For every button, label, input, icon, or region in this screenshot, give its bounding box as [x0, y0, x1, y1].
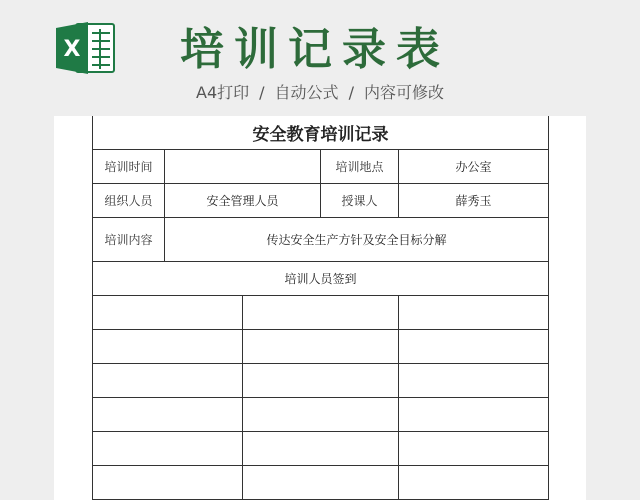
signin-cell[interactable] — [399, 432, 549, 466]
signin-cell[interactable] — [93, 364, 243, 398]
lecturer-cell[interactable]: 薛秀玉 — [399, 184, 549, 218]
location-label: 培训地点 — [321, 150, 399, 184]
svg-text:X: X — [63, 37, 81, 62]
signin-cell[interactable] — [93, 432, 243, 466]
document-title: 安全教育培训记录 — [93, 116, 549, 150]
content-cell[interactable]: 传达安全生产方针及安全目标分解 — [165, 218, 549, 262]
subtitle-item: A4打印 — [196, 83, 250, 102]
signin-cell[interactable] — [93, 398, 243, 432]
lecturer-label: 授课人 — [321, 184, 399, 218]
signin-header: 培训人员签到 — [93, 262, 549, 296]
signin-cell[interactable] — [243, 296, 399, 330]
signin-cell[interactable] — [399, 398, 549, 432]
signin-cell[interactable] — [399, 466, 549, 500]
signin-cell[interactable] — [93, 330, 243, 364]
signin-cell[interactable] — [243, 398, 399, 432]
signin-cell[interactable] — [93, 466, 243, 500]
subtitle-item: 内容可修改 — [363, 83, 444, 102]
subtitle-item: 自动公式 — [274, 83, 339, 102]
signin-cell[interactable] — [93, 296, 243, 330]
banner-title: 培训记录表 — [180, 24, 450, 75]
signin-cell[interactable] — [399, 330, 549, 364]
signin-cell[interactable] — [243, 466, 399, 500]
training-record-table — [92, 116, 549, 500]
organizer-cell[interactable]: 安全管理人员 — [165, 184, 321, 218]
location-cell[interactable]: 办公室 — [399, 150, 549, 184]
content-label: 培训内容 — [93, 218, 165, 262]
signin-cell[interactable] — [399, 364, 549, 398]
organizer-label: 组织人员 — [93, 184, 165, 218]
subtitle-separator: / — [259, 83, 265, 102]
signin-cell[interactable] — [243, 432, 399, 466]
banner-subtitle — [0, 82, 640, 104]
training-time-label: 培训时间 — [93, 150, 165, 184]
signin-cell[interactable] — [399, 296, 549, 330]
excel-icon — [54, 20, 116, 76]
document-page — [54, 116, 586, 500]
training-time-cell[interactable] — [165, 150, 321, 184]
signin-cell[interactable] — [243, 330, 399, 364]
signin-cell[interactable] — [243, 364, 399, 398]
subtitle-separator: / — [348, 83, 354, 102]
